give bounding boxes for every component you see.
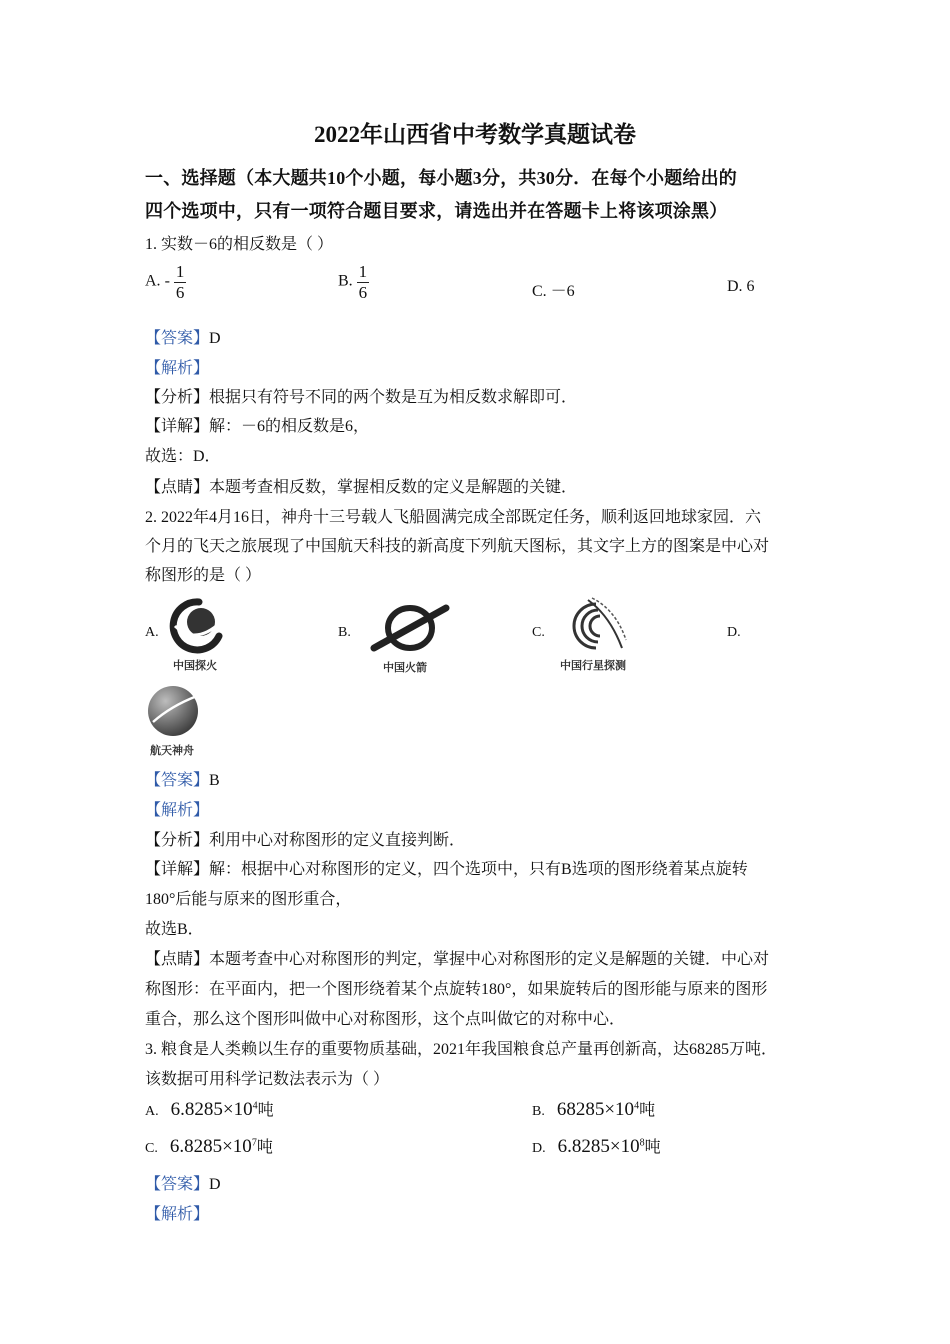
q1-option-a: A. - $\frac{1}{6}$: [145, 262, 185, 302]
page-title: 2022年山西省中考数学真题试卷: [314, 122, 636, 147]
section-header-line1: 一、选择题（本大题共10个小题，每小题3分，共30分．在每个小题给出的: [145, 168, 737, 188]
q2-option-a-label: A.: [145, 625, 159, 640]
q2-fenxi: 【分析】利用中心对称图形的定义直接判断．: [145, 832, 466, 849]
q2-stem-line1: 2. 2022年4月16日，神舟十三号载人飞船圆满完成全部既定任务，顺利返回地球家园．六: [145, 509, 762, 526]
q1-fenxi: 【分析】根据只有符号不同的两个数是互为相反数求解即可．: [145, 389, 578, 406]
q2-dianjing-line1: 【点睛】本题考查中心对称图形的判定，掌握中心对称图形的定义是解题的关键．中心对: [145, 951, 770, 968]
q1-option-a-fraction: $\frac{1}{6}$: [175, 262, 185, 302]
q2-option-c-caption: 中国行星探测: [560, 659, 626, 672]
q2-answer: 【答案】B: [145, 772, 220, 789]
china-rocket-logo-icon: [370, 602, 450, 654]
q1-answer: 【答案】D: [145, 330, 221, 347]
q2-option-a-caption: 中国探火: [173, 659, 217, 672]
q3-analysis-tag: 【解析】: [145, 1206, 210, 1223]
q1-option-b: B. $\frac{1}{6}$: [338, 262, 368, 302]
q1-analysis-tag: 【解析】: [145, 360, 210, 377]
q1-dianjing: 【点睛】本题考查相反数，掌握相反数的定义是解题的关键．: [145, 479, 578, 496]
q3-stem-line2: 该数据可用科学记数法表示为（ ）: [145, 1071, 390, 1088]
q2-xiangjie-line1: 【详解】解：根据中心对称图形的定义，四个选项中，只有B选项的图形绕着某点旋转: [145, 861, 748, 878]
q3-option-d: D. $6.8285\times 10^8$吨: [532, 1136, 661, 1157]
q2-option-d-label: D.: [727, 625, 741, 640]
q3-answer: 【答案】D: [145, 1176, 221, 1193]
q2-stem-line2: 个月的飞天之旅展现了中国航天科技的新高度下列航天图标，其文字上方的图案是中心对: [145, 538, 770, 555]
q3-stem-line1: 3. 粮食是人类赖以生存的重要物质基础，2021年我国粮食总产量再创新高，达68285万吨．: [145, 1041, 778, 1058]
shenzhou-logo-icon: [145, 684, 201, 738]
q2-dianjing-line2: 称图形：在平面内，把一个图形绕着某个点旋转180°，如果旋转后的图形能与原来的图形: [145, 981, 768, 998]
q1-guxuan: 故选：D．: [145, 448, 221, 465]
planetary-exploration-logo-icon: [566, 596, 628, 654]
q3-option-a: A. $6.8285\times 10^4$吨: [145, 1099, 274, 1120]
q2-guxuan: 故选B．: [145, 921, 204, 938]
q2-analysis-tag: 【解析】: [145, 802, 210, 819]
q2-stem-line3: 称图形的是（ ）: [145, 567, 262, 584]
q2-option-b-label: B.: [338, 625, 351, 640]
q2-option-d-caption: 航天神舟: [150, 744, 194, 757]
q1-option-b-fraction: $\frac{1}{6}$: [358, 262, 368, 302]
q2-option-c-label: C.: [532, 625, 545, 640]
q1-stem: 1. 实数－6的相反数是（ ）: [145, 236, 334, 253]
q1-option-d: D. 6: [727, 278, 755, 295]
q2-option-b-caption: 中国火箭: [383, 661, 427, 674]
q2-xiangjie-line2: 180°后能与原来的图形重合，: [145, 891, 352, 908]
section-header-line2: 四个选项中，只有一项符合题目要求，请选出并在答题卡上将该项涂黑）: [145, 201, 728, 221]
q3-option-c: C. $6.8285\times 10^7$吨: [145, 1136, 273, 1157]
mars-exploration-logo-icon: [165, 596, 227, 654]
q1-option-c: C. －6: [532, 283, 575, 300]
q3-option-b: B. $68285\times 10^4$吨: [532, 1099, 656, 1120]
q1-xiangjie: 【详解】解：－6的相反数是6，: [145, 418, 370, 435]
q2-dianjing-line3: 重合，那么这个图形叫做中心对称图形，这个点叫做它的对称中心．: [145, 1011, 626, 1028]
